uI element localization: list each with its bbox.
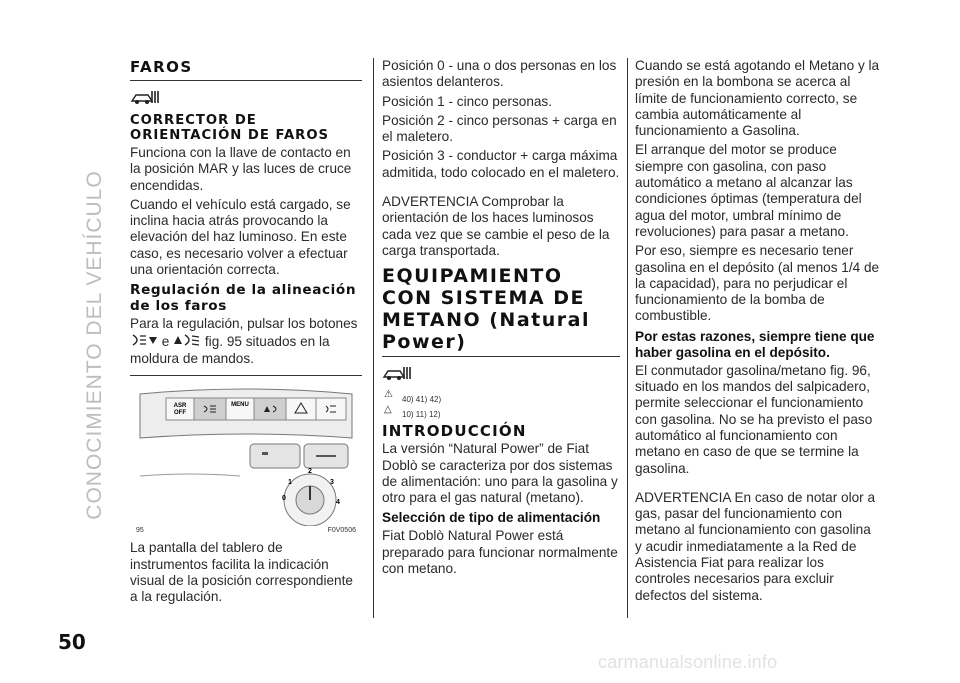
column-2	[382, 58, 620, 580]
corrector-heading: CORRECTOR DE ORIENTACIÓN DE FAROS	[130, 113, 330, 143]
dial-4: 4	[336, 499, 340, 507]
paragraph: El conmutador gasolina/metano fig. 96, situado en los mandos del salpicadero, permite seleccionar el funcionamiento con gasolina. No se ha previsto el paso automático al funcionamiento con metano en caso de que se termine la gasolina.	[635, 362, 873, 476]
paragraph: La pantalla del tablero de instrumentos facilita la indicación visual de la posición correspondiente a la regulación.	[130, 540, 353, 605]
column-1	[130, 58, 362, 608]
paragraph: Funciona con la llave de contacto en la posición MAR y las luces de cruce encendidas.	[130, 145, 352, 193]
figure-code: F0V0506	[327, 527, 356, 535]
note-references: △ 10) 11) 12)	[384, 404, 441, 420]
dial-3: 3	[330, 479, 334, 487]
paragraph: Posición 0 - una o dos personas en los asientos delanteros.	[382, 58, 617, 90]
paragraph: La versión “Natural Power” de Fiat Doblò se caracteriza por dos sistemas de alimentación: uno para la gasolina y otro para el gas natural (metano).	[382, 441, 618, 506]
figure-95	[130, 375, 362, 536]
column-divider	[627, 58, 628, 618]
warning-paragraph: ADVERTENCIA En caso de notar olor a gas, pasar del funcionamiento con metano al funcionamiento con gasolina y acudir inmediatamente a la Red de Asistencia Fiat para realizar los controles necesarios para excluir defectos del sistema.	[635, 489, 876, 603]
warning-paragraph: ADVERTENCIA Comprobar la orientación de los haces luminosos cada vez que se cambie el peso de la carga transportada.	[382, 194, 610, 258]
section-title: FAROS	[130, 58, 362, 81]
off-label: OFF	[174, 410, 186, 417]
paragraph: Cuando el vehículo está cargado, se inclina hacia atrás provocando la elevación del haz luminoso. En este caso, es necesario volver a efectuar una orientación correcta.	[130, 196, 351, 278]
watermark: carmanualsonline.info	[598, 652, 778, 672]
menu-label: MENU	[231, 402, 249, 409]
dial-0: 0	[282, 495, 286, 503]
column-3	[635, 58, 880, 607]
paragraph: Posición 1 - cinco personas.	[382, 93, 553, 109]
dashboard-controls-illustration	[130, 376, 362, 526]
intro-heading: INTRODUCCIÓN	[382, 422, 527, 441]
note-icon: △	[384, 404, 392, 416]
asr-label: ASR	[173, 403, 187, 410]
car-service-icon	[382, 363, 620, 385]
paragraph: Fiat Doblò Natural Power está preparado para funcionar normalmente con metano.	[382, 528, 618, 577]
dial-1: 1	[288, 479, 292, 487]
paragraph: Posición 2 - cinco personas + carga en el maletero.	[382, 112, 617, 145]
equipment-heading: EQUIPAMIENTO CON SISTEMA DE METANO (Natural Power)	[382, 265, 620, 357]
paragraph: Por eso, siempre es necesario tener gasolina en el depósito (al menos 1/4 de la capacidad), para no perjudicar el funcionamiento de la bomba de combustible.	[635, 243, 880, 324]
paragraph: Cuando se está agotando el Metano y la presión en la bombona se acerca al límite de funcionamiento correcto, se cambia automáticamente al funcionamiento a Gasolina.	[635, 58, 880, 139]
paragraph: El arranque del motor se produce siempre con gasolina, con paso automático a metano al alcanzar las condiciones óptimas (temperatura del agua del motor, umbral mínimo de revoluciones) para pasar a metano.	[635, 142, 862, 239]
paragraph: Posición 3 - conductor + carga máxima admitida, todo colocado en el maletero.	[382, 148, 620, 180]
headlight-down-icon	[173, 333, 201, 351]
paragraph: Para la regulación, pulsar los botones e fig. 95 situados en la moldura de mandos.	[130, 316, 358, 366]
warning-triangle-icon: ⚠	[384, 389, 393, 401]
car-service-icon	[130, 87, 362, 109]
figure-number: 95	[136, 527, 144, 535]
selection-heading: Selección de tipo de alimentación	[382, 510, 601, 526]
reasons-heading: Por estas razones, siempre tiene que haber gasolina en el depósito.	[635, 328, 875, 360]
page-number: 50	[58, 630, 86, 654]
column-divider	[373, 58, 374, 618]
headlight-up-icon	[130, 333, 158, 351]
regulation-heading: Regulación de la alineación de los faros	[130, 282, 357, 315]
side-section-title: CONOCIMIENTO DEL VEHÍCULO	[83, 170, 106, 520]
warning-references: ⚠ 40) 41) 42)	[384, 389, 442, 405]
dial-2: 2	[308, 468, 312, 476]
